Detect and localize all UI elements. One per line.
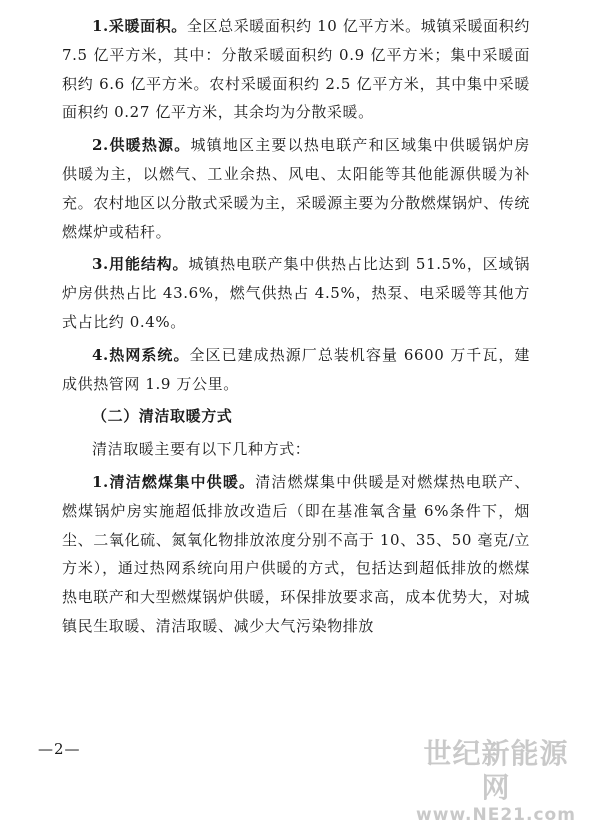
paragraph-text: 全区总采暖面积约 10 亿平方米。城镇采暖面积约 7.5 亿平方米，其中：分散采暖面积约 0.9 亿平方米；集中采暖面积约 6.6 亿平方米。农村采暖面积约 2.5 亿平方米，其中集中采暖面积约 0.27 亿平方米，其余均为分散采暖。 (62, 17, 530, 122)
paragraph-heat-network (62, 341, 530, 399)
paragraph-text: 城镇地区主要以热电联产和区域集中供暖锅炉房供暖为主，以燃气、工业余热、风电、太阳能等其他能源供暖为补充。农村地区以分散式采暖为主，采暖源主要为分散燃煤锅炉、传统燃煤炉或秸秆。 (62, 136, 531, 241)
paragraph-heading: 4.热网系统。 (92, 345, 190, 364)
paragraph-heading: 3.用能结构。 (92, 255, 189, 274)
paragraph-heading: 1.清洁燃煤集中供暖。 (92, 472, 256, 491)
watermark-url: www.NE21.com (416, 805, 576, 825)
paragraph-heading: 1.采暖面积。 (92, 17, 187, 35)
paragraph-text: 城镇热电联产集中供热占比达到 51.5%，区域锅炉房供热占比 43.6%，燃气供热占 4.5%，热泵、电采暖等其他方式占比约 0.4%。 (62, 255, 530, 331)
paragraph-heading: 2.供暖热源。 (92, 136, 191, 155)
paragraph-energy-structure (62, 250, 530, 336)
paragraph-text: 清洁燃煤集中供暖是对燃煤热电联产、燃煤锅炉房实施超低排放改造后（即在基准氧含量 6%条件下，烟尘、二氧化硫、氮氧化物排放浓度分别不高于 10、35、50 毫克/立方米），通过热网系统向用户供暖的方式，包括达到超低排放的燃煤热电联产和大型燃煤锅炉供暖，环保排放要求高，成本优势大，对城镇民生取暖、清洁取暖、减少大气污染物排放 (62, 472, 531, 635)
document-body (62, 12, 530, 645)
watermark-title: 世纪新能源网 (423, 737, 569, 804)
intro-text: 清洁取暖主要有以下几种方式： (92, 440, 311, 459)
paragraph-clean-coal (62, 468, 530, 641)
watermark-logo (416, 737, 576, 825)
paragraph-heat-source (62, 131, 530, 246)
page-number: —2— (38, 740, 81, 758)
section-heading: （二）清洁取暖方式 (92, 407, 233, 426)
paragraph-text: 全区已建成热源厂总装机容量 6600 万千瓦，建成供热管网 1.9 万公里。 (62, 345, 530, 393)
paragraph-heating-area (62, 12, 530, 127)
